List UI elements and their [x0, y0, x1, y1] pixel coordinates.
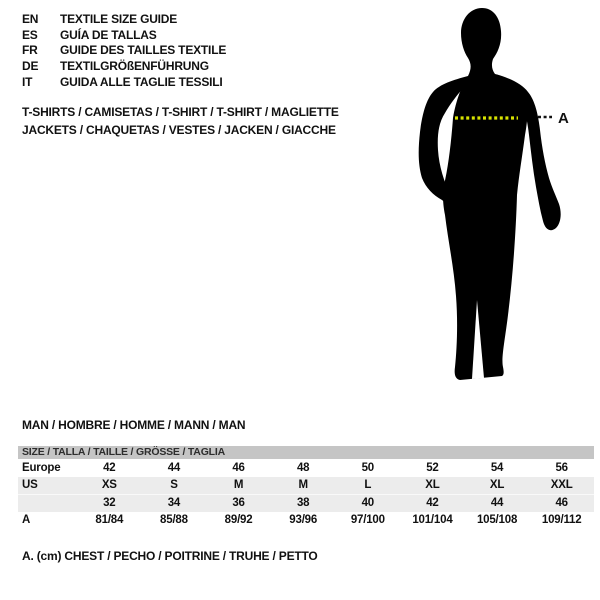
language-code: EN	[22, 12, 39, 26]
table-cell: 38	[296, 496, 310, 509]
language-row	[22, 43, 226, 59]
man-silhouette-figure	[398, 0, 578, 390]
table-cell: M	[233, 479, 244, 492]
language-code: ES	[22, 27, 38, 42]
table-row	[18, 512, 594, 530]
language-label: GUÍA DE TALLAS	[60, 27, 157, 42]
table-cell: 48	[296, 461, 310, 474]
silhouette-body	[443, 8, 528, 380]
table-cell: 44	[490, 496, 504, 509]
row-label: A	[22, 514, 31, 527]
table-cell: 101/104	[412, 514, 453, 527]
table-cell: 46	[232, 461, 245, 474]
table-cell: 44	[167, 461, 181, 474]
table-cell: 97/100	[350, 514, 385, 527]
language-code: FR	[22, 43, 38, 58]
table-cell: 40	[361, 496, 375, 509]
table-cell: XS	[101, 479, 117, 492]
table-cell: XXL	[550, 479, 573, 492]
category-line: JACKETS / CHAQUETAS / VESTES / JACKEN / GIACCHE	[22, 122, 336, 137]
table-cell: XL	[489, 479, 505, 492]
table-row	[18, 477, 594, 495]
table-row	[18, 459, 594, 477]
language-row	[22, 75, 226, 91]
section-title: MAN / HOMBRE / HOMME / MANN / MAN	[22, 418, 246, 432]
language-label: GUIDE DES TAILLES TEXTILE	[60, 43, 227, 58]
size-table-header: SIZE / TALLA / TAILLE / GRÖSSE / TAGLIA	[18, 446, 594, 459]
table-cell: S	[170, 479, 178, 492]
table-cell: XL	[425, 479, 440, 492]
measure-label: A	[558, 110, 569, 127]
table-cell: 109/112	[541, 514, 582, 527]
table-cell: 50	[361, 461, 375, 474]
table-cell: 81/84	[95, 514, 124, 527]
row-label: Europe	[22, 461, 61, 474]
language-label: TEXTILGRÖßENFÜHRUNG	[60, 59, 209, 74]
table-cell: 85/88	[160, 514, 188, 527]
table-cell: 54	[490, 461, 504, 474]
row-label: US	[22, 479, 38, 492]
language-row	[22, 12, 226, 28]
table-cell: 93/96	[289, 514, 318, 527]
table-cell: 56	[555, 461, 568, 474]
table-cell: 34	[167, 496, 181, 509]
table-cell: 36	[232, 496, 245, 509]
table-cell: M	[298, 479, 308, 492]
size-table-body	[18, 459, 594, 529]
language-label: GUIDA ALLE TAGLIE TESSILI	[60, 74, 223, 89]
language-row	[22, 59, 226, 75]
language-code: IT	[22, 74, 33, 89]
category-line: T-SHIRTS / CAMISETAS / T-SHIRT / T-SHIRT / MAGLIETTE	[22, 105, 339, 119]
table-cell: 42	[103, 461, 116, 474]
size-table	[18, 446, 594, 529]
table-cell: 42	[426, 496, 439, 509]
table-cell: L	[364, 479, 372, 492]
language-row	[22, 28, 226, 44]
man-silhouette-icon	[398, 0, 578, 390]
category-list	[22, 104, 339, 139]
language-code: DE	[22, 59, 39, 74]
table-cell: 105/108	[476, 514, 518, 527]
table-row	[18, 494, 594, 512]
language-label: TEXTILE SIZE GUIDE	[60, 12, 178, 26]
table-cell: 46	[555, 496, 568, 509]
measurement-footnote: A. (cm) CHEST / PECHO / POITRINE / TRUHE / PETTO	[22, 549, 318, 563]
language-list	[22, 12, 226, 91]
table-cell: 52	[426, 461, 439, 474]
table-cell: 32	[103, 496, 116, 509]
table-cell: 89/92	[224, 514, 253, 527]
